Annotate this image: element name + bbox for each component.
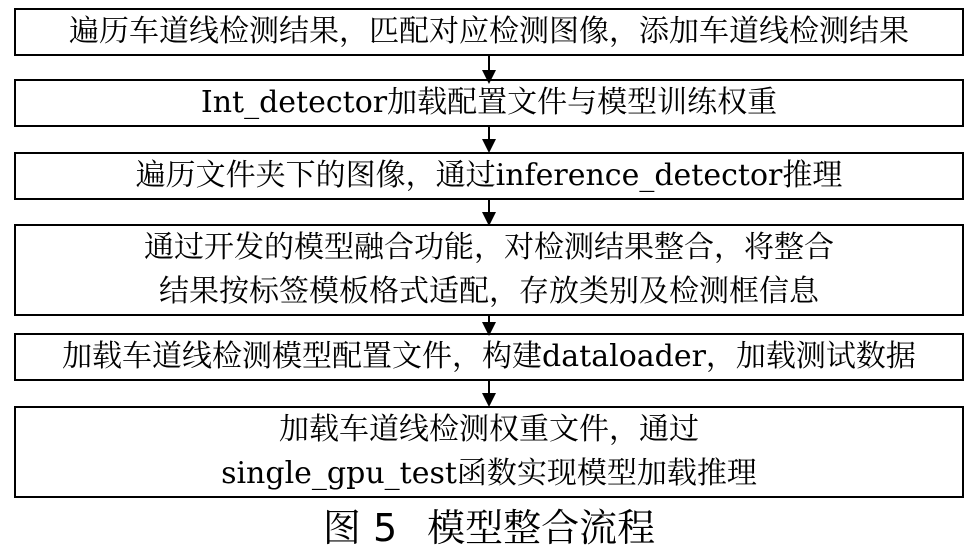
- flow-step-3: [14, 152, 964, 200]
- flow-step-5: [14, 333, 964, 381]
- flow-step-5-line-1: 加载车道线检测模型配置文件，构建dataloader，加载测试数据: [62, 339, 916, 374]
- figure-number: 图 5: [322, 506, 398, 550]
- flow-step-3-line-1: 遍历文件夹下的图像，通过inference_detector推理: [135, 158, 843, 193]
- flow-step-2: [14, 79, 964, 127]
- figure-title: 模型整合流程: [427, 506, 656, 550]
- flow-step-4-line-2: 结果按标签模板格式适配，存放类别及检测框信息: [159, 274, 819, 309]
- flow-step-2-line-1: Int_detector加载配置文件与模型训练权重: [200, 85, 778, 120]
- flow-step-4-line-1: 通过开发的模型融合功能，对检测结果整合，将整合: [144, 230, 834, 265]
- flow-step-6-line-1: 加载车道线检测权重文件，通过: [279, 412, 699, 447]
- figure-caption: [0, 502, 978, 554]
- flow-step-6: [14, 406, 964, 498]
- flow-step-1-line-1: 遍历车道线检测结果，匹配对应检测图像，添加车道线检测结果: [69, 14, 909, 49]
- flow-step-1: [14, 8, 964, 56]
- flow-step-6-line-2: single_gpu_test函数实现模型加载推理: [221, 456, 757, 491]
- flow-step-4: [14, 224, 964, 316]
